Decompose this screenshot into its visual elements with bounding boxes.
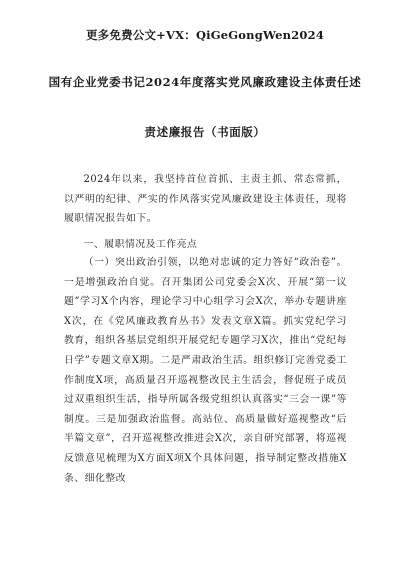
intro-paragraph-text: 2024年以来，我坚持首位首抓、主责主抓、常态常抓，以严明的纪律、严实的作风落实党风廉政建设主体责任，现将履职情况报告如下。	[64, 174, 347, 225]
intro-paragraph	[64, 170, 347, 229]
section-heading-text: 一、履职情况及工作亮点	[83, 239, 198, 250]
section-heading	[64, 235, 347, 255]
main-paragraph	[64, 253, 347, 488]
promo-header: 更多免费公文+VX：QiGeGongWen2024	[85, 28, 325, 42]
main-paragraph-text: （一）突出政治引领，以绝对忠诚的定力答好“政治卷”。一是增强政治自觉。召开集团公司党委会X次、开展“第一议题”学习X个内容，理论学习中心组学习会X次，举办专题讲座X次，在《党风廉政教育丛书》发表文章X篇。抓实党纪学习教育，组织各基层党组织开展党纪专题学习X次，推出“党纪每日学”专题文章X期。二是严肃政治生活。组织修订完善党委工作制度X项，高质量召开巡视整改民主生活会，督促班子成员过双重组织生活，指导所属各级党组织认真落实“三会一课”等制度。三是加强政治监督。高站位、高质量做好巡视整改“后半篇文章”，召开巡视整改推进会X次，亲自研究部署，将巡视反馈意见梳理为X方面X项X个具体问题，指导制定整改措施X条、细化整改	[64, 257, 347, 484]
document-title-line-1: 国有企业党委书记2024年度落实党风廉政建设主体责任述	[48, 75, 362, 89]
document-title-line-2: 责述廉报告（书面版）	[144, 125, 266, 139]
